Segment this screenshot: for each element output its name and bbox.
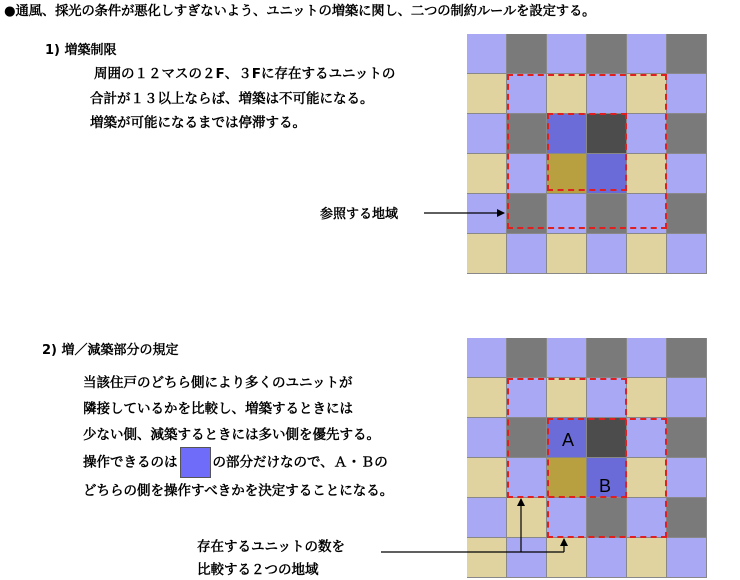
rule2-line-3: 少ない側、減築するときには多い側を優先する。 xyxy=(83,427,380,443)
page-heading: ●通風、採光の条件が悪化しすぎないよう、ユニットの増築に関し、二つの制約ルールを設定する。 xyxy=(4,4,596,19)
rule2-line-1: 当該住戸のどちら側により多くのユニットが xyxy=(83,375,353,391)
rule1-line-3: 増築が可能になるまでは停滞する。 xyxy=(90,115,306,131)
rule2-line-5: どちらの側を操作すべきかを決定することになる。 xyxy=(83,483,394,499)
rule1-line-1: 周囲の１２マスの２F、３Fに存在するユニットの xyxy=(94,66,396,82)
rule2-line-4-pre: 操作できるのは xyxy=(83,454,178,471)
rule2-line-2: 隣接しているかを比較し、増築するときには xyxy=(83,401,353,417)
label-a: A xyxy=(562,430,575,450)
rule1-line-2: 合計が１３以上ならば、増築は不可能になる。 xyxy=(90,91,374,107)
rule2-line-4-post: の部分だけなので、Ａ・Ｂの xyxy=(212,454,388,471)
rule2-callout-line-1: 存在するユニットの数を xyxy=(197,539,345,555)
label-b: B xyxy=(599,476,612,496)
rule1-callout: 参照する地域 xyxy=(320,207,399,222)
rule1-title: 1) 増築制限 xyxy=(45,43,117,58)
rule2-callout-line-2: 比較する２つの地域 xyxy=(197,562,319,578)
rule2-title: 2) 増／減築部分の規定 xyxy=(42,343,179,358)
